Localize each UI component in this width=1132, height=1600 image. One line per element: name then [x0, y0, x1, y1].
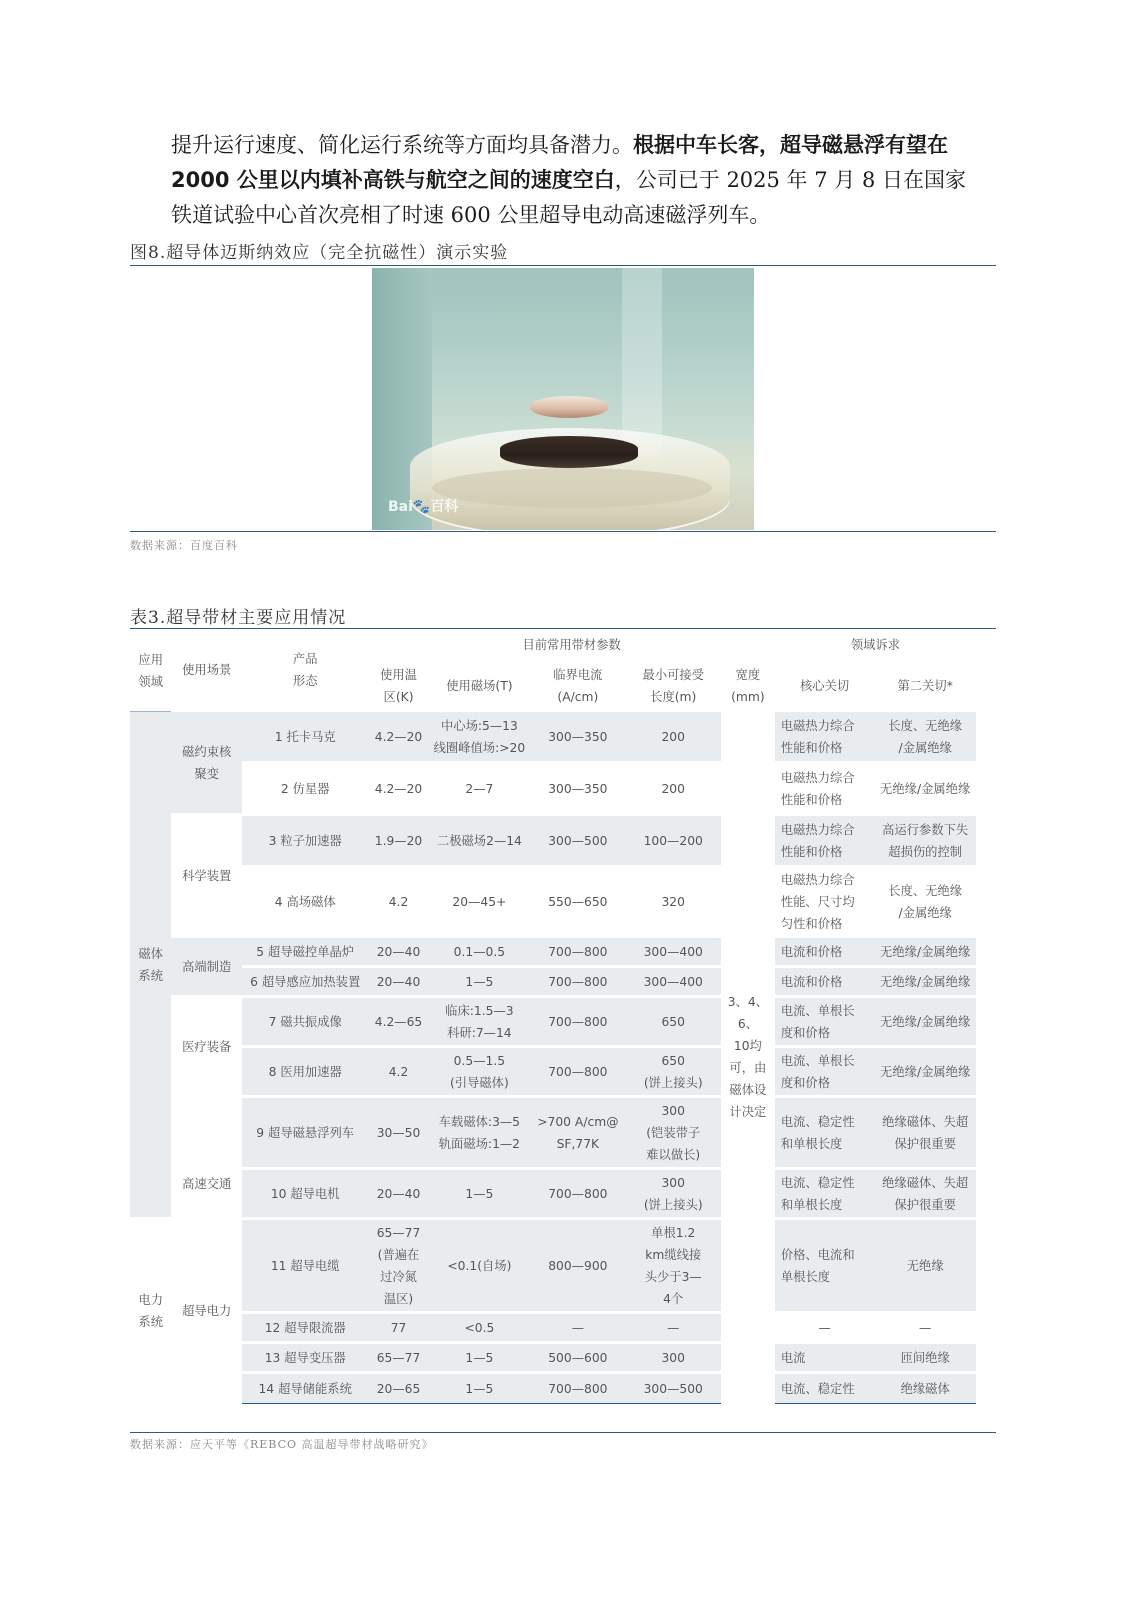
cell-core: 电流、稳定性	[775, 1374, 875, 1404]
cell-product: 2 仿星器	[242, 764, 368, 816]
header-temp: 使用温 区(K)	[368, 663, 428, 712]
cell-second: 无绝缘/金属绝缘	[874, 938, 976, 968]
cell-length: 650	[626, 998, 721, 1048]
cell-field: 0.1—0.5	[429, 938, 531, 968]
scene-power: 超导电力	[171, 1220, 242, 1404]
table-source: 数据来源：应天平等《REBCO 高温超导带材战略研究》	[130, 1438, 434, 1451]
cell-temp: 4.2	[368, 868, 428, 938]
cell-core: 电流和价格	[775, 938, 875, 968]
table-row	[130, 1374, 976, 1404]
cell-core: 价格、电流和 单根长度	[775, 1220, 875, 1314]
cell-core: 电磁热力综合 性能、尺寸均 匀性和价格	[775, 868, 875, 938]
photo-levitating-superconductor	[530, 396, 608, 418]
cell-second: 无绝缘/金属绝缘	[874, 998, 976, 1048]
cell-field: 二极磁场2—14	[429, 816, 531, 868]
cell-current: 300—350	[530, 712, 625, 764]
cell-current: 500—600	[530, 1344, 625, 1374]
cell-field: 中心场:5—13 线圈峰值场:>20	[429, 712, 531, 764]
cell-length: 200	[626, 764, 721, 816]
cell-second: 无绝缘/金属绝缘	[874, 968, 976, 998]
cell-current: 700—800	[530, 1048, 625, 1098]
header-second: 第二关切*	[874, 663, 976, 712]
cell-current: 700—800	[530, 1170, 625, 1220]
cell-field: 0.5—1.5 (引导磁体)	[429, 1048, 531, 1098]
header-length: 最小可接受 长度(m)	[626, 663, 721, 712]
scene-medical: 医疗装备	[171, 998, 242, 1098]
cell-length: 100—200	[626, 816, 721, 868]
table-row	[130, 938, 976, 968]
figure-bottom-rule	[130, 531, 996, 532]
cell-core: 电流、单根长 度和价格	[775, 1048, 875, 1098]
table-caption: 表3.超导带材主要应用情况	[130, 608, 347, 628]
cell-second: 长度、无绝缘 /金属绝缘	[874, 712, 976, 764]
cell-second: 无绝缘/金属绝缘	[874, 764, 976, 816]
cell-field: 车载磁体:3—5 轨面磁场:1—2	[429, 1098, 531, 1170]
cell-current: 700—800	[530, 998, 625, 1048]
cell-current: 700—800	[530, 938, 625, 968]
cell-current: 700—800	[530, 968, 625, 998]
cell-product: 5 超导磁控单晶炉	[242, 938, 368, 968]
cell-second: 绝缘磁体、失超 保护很重要	[874, 1098, 976, 1170]
table-row	[130, 868, 976, 938]
cell-temp: 20—40	[368, 938, 428, 968]
table-row	[130, 1220, 976, 1314]
table-row	[130, 1048, 976, 1098]
header-params-group: 目前常用带材参数	[368, 630, 774, 663]
cell-core: —	[775, 1314, 875, 1344]
cell-length: 300—400	[626, 938, 721, 968]
cell-product: 11 超导电缆	[242, 1220, 368, 1314]
cell-product: 10 超导电机	[242, 1170, 368, 1220]
header-width: 宽度 (mm)	[721, 663, 775, 712]
header-field: 应用 领域	[130, 630, 171, 712]
cell-field: 2—7	[429, 764, 531, 816]
cell-current: 700—800	[530, 1374, 625, 1404]
cell-core: 电流、稳定性 和单根长度	[775, 1170, 875, 1220]
table-top-rule	[130, 628, 996, 629]
figure-caption: 图8.超导体迈斯纳效应（完全抗磁性）演示实验	[130, 243, 509, 263]
cell-temp: 65—77 (普遍在 过冷氮 温区)	[368, 1220, 428, 1314]
cell-product: 13 超导变压器	[242, 1344, 368, 1374]
cell-current: 300—350	[530, 764, 625, 816]
cell-length: 300—400	[626, 968, 721, 998]
cell-temp: 20—40	[368, 1170, 428, 1220]
cell-product: 1 托卡马克	[242, 712, 368, 764]
cell-core: 电流和价格	[775, 968, 875, 998]
cell-core: 电磁热力综合 性能和价格	[775, 764, 875, 816]
cell-temp: 4.2	[368, 1048, 428, 1098]
photo-background-highlight	[622, 268, 662, 458]
cell-length: 300 (饼上接头)	[626, 1170, 721, 1220]
cell-core: 电流、单根长 度和价格	[775, 998, 875, 1048]
cell-current: 800—900	[530, 1220, 625, 1314]
domain-magnet: 磁体 系统	[130, 712, 171, 1220]
cell-temp: 77	[368, 1314, 428, 1344]
cell-product: 3 粒子加速器	[242, 816, 368, 868]
header-demand-group: 领域诉求	[775, 630, 976, 663]
cell-field: 临床:1.5—3 科研:7—14	[429, 998, 531, 1048]
header-field-strength: 使用磁场(T)	[429, 663, 531, 712]
table-row	[130, 712, 976, 764]
header-product: 产品 形态	[242, 630, 368, 712]
body-paragraph	[171, 128, 971, 233]
cell-second: 绝缘磁体	[874, 1374, 976, 1404]
cell-core: 电流、稳定性 和单根长度	[775, 1098, 875, 1170]
cell-temp: 4.2—20	[368, 712, 428, 764]
cell-product: 12 超导限流器	[242, 1314, 368, 1344]
cell-width-merged: 3、4、6、 10均 可，由 磁体设 计决定	[721, 712, 775, 1404]
table-row	[130, 764, 976, 816]
cell-second: —	[874, 1314, 976, 1344]
cell-second: 高运行参数下失 超损伤的控制	[874, 816, 976, 868]
figure-top-rule	[130, 265, 996, 266]
cell-current: —	[530, 1314, 625, 1344]
cell-second: 长度、无绝缘 /金属绝缘	[874, 868, 976, 938]
cell-second: 绝缘磁体、失超 保护很重要	[874, 1170, 976, 1220]
scene-fusion: 磁约束核 聚变	[171, 712, 242, 816]
cell-temp: 1.9—20	[368, 816, 428, 868]
cell-product: 4 高场磁体	[242, 868, 368, 938]
cell-second: 匝间绝缘	[874, 1344, 976, 1374]
cell-length: 200	[626, 712, 721, 764]
cell-field: 1—5	[429, 1170, 531, 1220]
cell-length: 300 (铠装带子 难以做长)	[626, 1098, 721, 1170]
cell-product: 8 医用加速器	[242, 1048, 368, 1098]
cell-length: —	[626, 1314, 721, 1344]
baidu-watermark: Bai🐾百科	[388, 499, 459, 515]
cell-product: 7 磁共振成像	[242, 998, 368, 1048]
paragraph-part3: ，公司已于 2025 年 7 月 8 日在国家铁道试验中心首次亮相了时速 600 公里超导电动高速磁浮列车。	[171, 168, 966, 227]
table-row	[130, 1170, 976, 1220]
cell-temp: 20—40	[368, 968, 428, 998]
cell-field: 1—5	[429, 1374, 531, 1404]
domain-power: 电力 系统	[130, 1220, 171, 1404]
paragraph-bold-part: 根据中车长客，超导磁悬浮有望在 2000 公里以内填补高铁与航空之间的速度空白	[171, 133, 948, 192]
cell-length: 300	[626, 1344, 721, 1374]
cell-current: 550—650	[530, 868, 625, 938]
cell-field: 1—5	[429, 1344, 531, 1374]
cell-temp: 30—50	[368, 1098, 428, 1170]
cell-field: <0.1(自场)	[429, 1220, 531, 1314]
cell-core: 电磁热力综合 性能和价格	[775, 712, 875, 764]
cell-temp: 4.2—20	[368, 764, 428, 816]
cell-length: 650 (饼上接头)	[626, 1048, 721, 1098]
table-row	[130, 816, 976, 868]
cell-length: 单根1.2 km缆线接 头少于3— 4个	[626, 1220, 721, 1314]
table-bottom-rule	[130, 1432, 996, 1433]
figure-source: 数据来源：百度百科	[130, 539, 238, 552]
application-table	[130, 630, 976, 1404]
cell-current: 300—500	[530, 816, 625, 868]
cell-temp: 65—77	[368, 1344, 428, 1374]
cell-core: 电磁热力综合 性能和价格	[775, 816, 875, 868]
cell-length: 320	[626, 868, 721, 938]
cell-current: >700 A/cm@ SF,77K	[530, 1098, 625, 1170]
photo-liquid	[432, 468, 712, 508]
cell-core: 电流	[775, 1344, 875, 1374]
cell-temp: 20—65	[368, 1374, 428, 1404]
cell-product: 9 超导磁悬浮列车	[242, 1098, 368, 1170]
scene-transport: 高速交通	[171, 1098, 242, 1220]
photo-magnet	[500, 436, 638, 468]
scene-science: 科学装置	[171, 816, 242, 938]
table-row	[130, 1098, 976, 1170]
table-row	[130, 1344, 976, 1374]
cell-product: 6 超导感应加热装置	[242, 968, 368, 998]
cell-temp: 4.2—65	[368, 998, 428, 1048]
table-row	[130, 998, 976, 1048]
cell-length: 300—500	[626, 1374, 721, 1404]
cell-product: 14 超导储能系统	[242, 1374, 368, 1404]
meissner-effect-photo	[372, 268, 754, 530]
table-row	[130, 968, 976, 998]
header-current: 临界电流 (A/cm)	[530, 663, 625, 712]
cell-field: 1—5	[429, 968, 531, 998]
cell-second: 无绝缘/金属绝缘	[874, 1048, 976, 1098]
header-scene: 使用场景	[171, 630, 242, 712]
header-core: 核心关切	[775, 663, 875, 712]
table-row	[130, 1314, 976, 1344]
scene-manufacturing: 高端制造	[171, 938, 242, 998]
paragraph-part1: 提升运行速度、简化运行系统等方面均具备潜力。	[171, 133, 633, 157]
cell-field: 20—45+	[429, 868, 531, 938]
cell-field: <0.5	[429, 1314, 531, 1344]
cell-second: 无绝缘	[874, 1220, 976, 1314]
